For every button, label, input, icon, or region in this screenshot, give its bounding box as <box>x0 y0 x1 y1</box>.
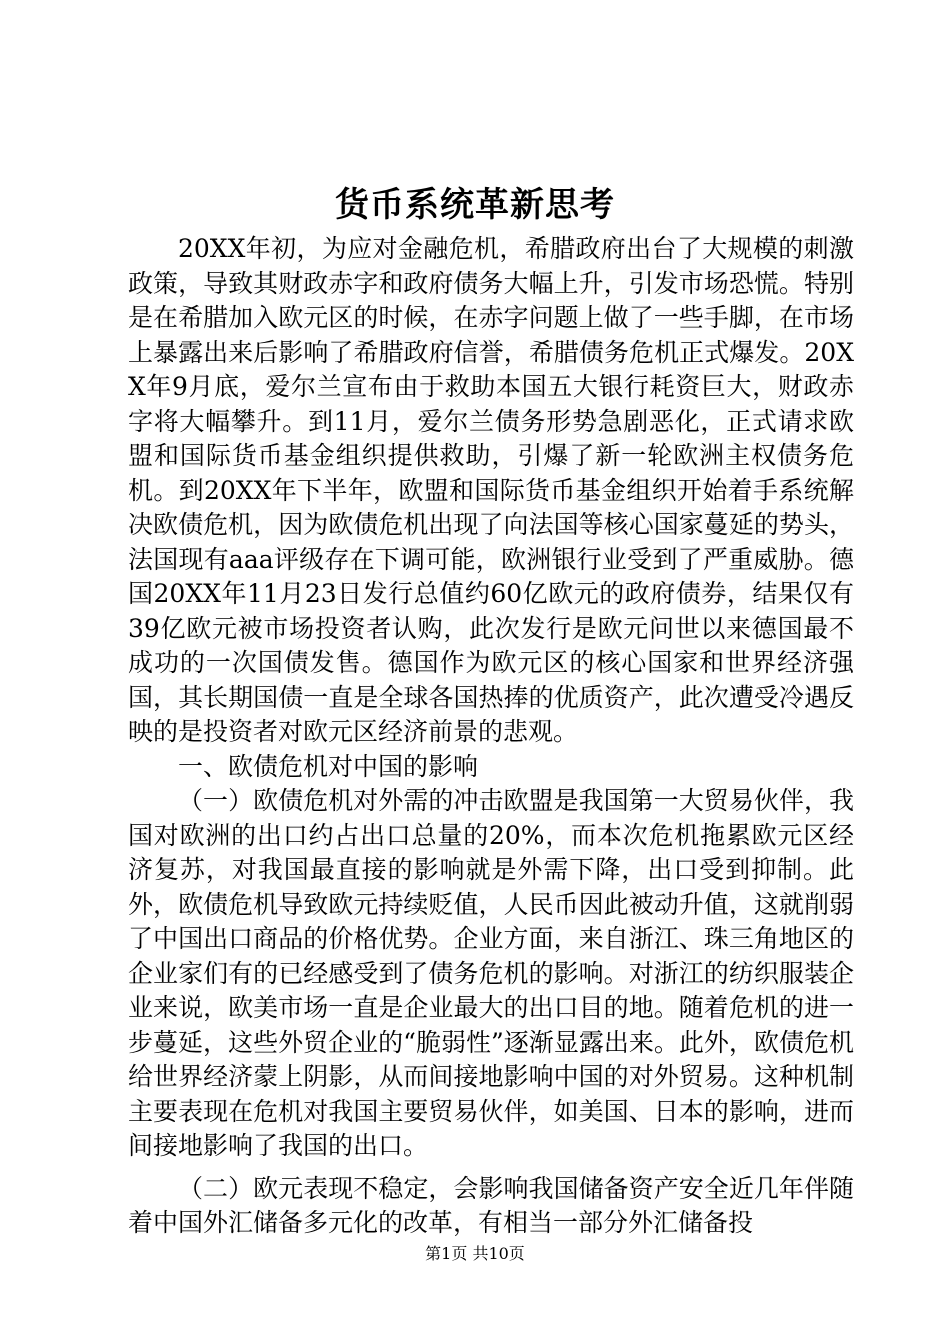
section-heading: 一、欧债危机对中国的影响 <box>178 751 479 781</box>
paragraph-intro: 20XX年初，为应对金融危机，希腊政府出台了大规模的刺激政策，导致其财政赤字和政府债务大幅上升，引发市场恐慌。特别是在希腊加入欧元区的时候，在赤字问题上做了一些手脚，在市场上暴露出来后影响了希腊政府信誉，希腊债务危机正式爆发。20XX年9月底，爱尔兰宣布由于救助本国五大银行耗资巨大，财政赤字将大幅攀升。到11月，爱尔兰债务形势急剧恶化，正式请求欧盟和国际货币基金组织提供救助，引爆了新一轮欧洲主权债务危机。到20XX年下半年，欧盟和国际货币基金组织开始着手系统解决欧债危机，因为欧债危机出现了向法国等核心国家蔓延的势头，法国现有aaa评级存在下调可能，欧洲银行业受到了严重威胁。德国20XX年11月23日发行总值约60亿欧元的政府债券，结果仅有39亿欧元被市场投资者认购，此次发行是欧元问世以来德国最不成功的一次国债发售。德国作为欧元区的核心国家和世界经济强国，其长期国债一直是全球各国热捧的优质资产，此次遭受冷遇反映的是投资者对欧元区经济前景的悲观。 <box>128 234 854 746</box>
paragraph-euro-instability: （二）欧元表现不稳定，会影响我国储备资产安全近几年伴随着中国外汇储备多元化的改革，有相当一部分外汇储备投 <box>128 1173 854 1237</box>
document-title: 货币系统革新思考 <box>335 185 615 225</box>
paragraph-external-demand: （一）欧债危机对外需的冲击欧盟是我国第一大贸易伙伴，我国对欧洲的出口约占出口总量的20%，而本次危机拖累欧元区经济复苏，对我国最直接的影响就是外需下降，出口受到抑制。此外，欧债危机导致欧元持续贬值，人民币因此被动升值，这就削弱了中国出口商品的价格优势。企业方面，来自浙江、珠三角地区的企业家们有的已经感受到了债务危机的影响。对浙江的纺织服装企业来说，欧美市场一直是企业最大的出口目的地。随着危机的进一步蔓延，这些外贸企业的“脆弱性”逐渐显露出来。此外，欧债危机给世界经济蒙上阴影，从而间接地影响中国的对外贸易。这种机制主要表现在危机对我国主要贸易伙伴，如美国、日本的影响，进而间接地影响了我国的出口。 <box>128 786 854 1160</box>
document-body <box>128 232 854 1241</box>
page-footer: 第1页 共10页 <box>425 1244 525 1263</box>
